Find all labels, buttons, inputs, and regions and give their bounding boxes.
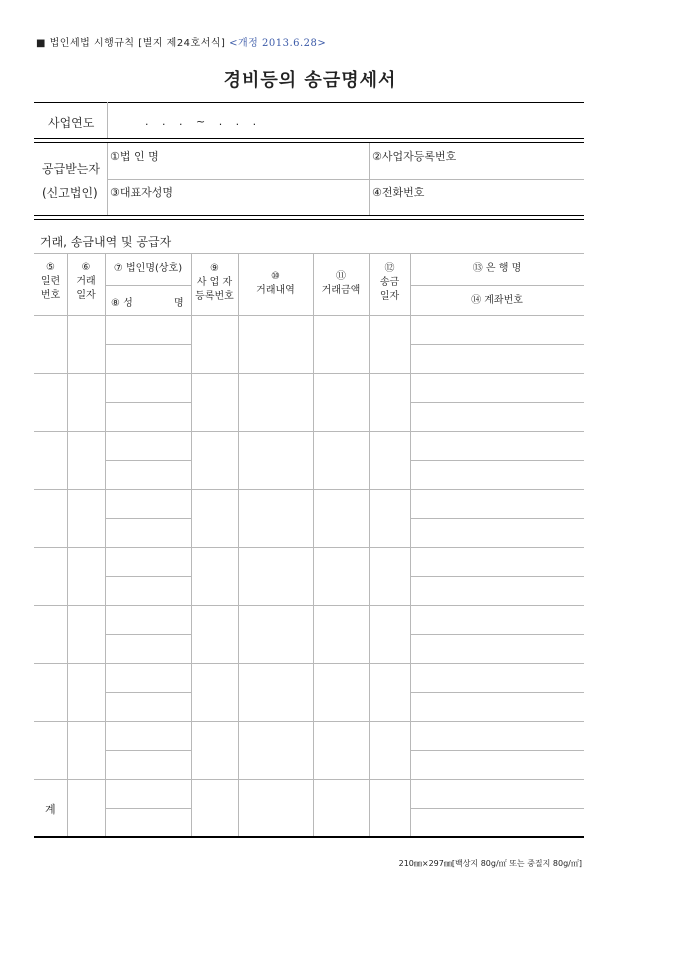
table-subrow [105, 576, 191, 577]
total-label: 계 [45, 803, 56, 816]
table-row [34, 431, 584, 432]
business-year-field[interactable]: . . . ~ . . . [145, 115, 262, 128]
col-line [67, 253, 68, 836]
double-rule [34, 138, 584, 139]
form-reference: ■ 법인세법 시행규칙 [별지 제24호서식] [36, 38, 226, 49]
divider [107, 102, 108, 138]
divider [107, 179, 584, 180]
double-rule [34, 142, 584, 143]
col-line [313, 253, 314, 836]
table-subrow [410, 634, 584, 635]
col-line [191, 253, 192, 836]
col-bank-header: ⑬ 은 행 명 [472, 263, 522, 274]
paper-spec: 210㎜×297㎜[백상지 80g/㎡ 또는 중질지 80g/㎡] [398, 859, 582, 868]
table-subrow [105, 808, 191, 809]
table-subrow [410, 576, 584, 577]
representative-field[interactable]: ③대표자성명 [110, 186, 173, 199]
col-line [105, 253, 106, 836]
col-account-header: ⑭ 계좌번호 [471, 295, 523, 306]
col-trade-detail-header: ⑩ 거래내역 [256, 271, 295, 296]
table-subrow [410, 518, 584, 519]
divider [105, 285, 191, 286]
col-trade-date-header: ⑥ 거래 일자 [76, 262, 96, 301]
table-top-rule [34, 253, 584, 254]
col-line [238, 253, 239, 836]
table-row [34, 779, 584, 780]
double-rule [34, 215, 584, 216]
table-subrow [410, 750, 584, 751]
table-row [34, 373, 584, 374]
recipient-label: 공급받는자 [42, 162, 100, 176]
page-title: 경비등의 송금명세서 [223, 70, 397, 91]
bottom-rule [34, 836, 584, 838]
col-trade-amount-header: ⑪ 거래금액 [321, 271, 361, 296]
revision-date: <개정 2013.6.28> [229, 38, 327, 49]
col-serial-header: ⑤ 일련 번호 [40, 262, 61, 301]
double-rule [34, 219, 584, 220]
col-biz-reg-header: ⑨ 사 업 자 등록번호 [195, 263, 234, 302]
phone-field[interactable]: ④전화번호 [372, 186, 425, 199]
table-subrow [105, 518, 191, 519]
table-row [34, 547, 584, 548]
table-subrow [105, 460, 191, 461]
recipient-label-sub: (신고법인) [42, 186, 98, 200]
table-subrow [410, 460, 584, 461]
table-row [34, 721, 584, 722]
table-row [34, 663, 584, 664]
table-subrow [105, 402, 191, 403]
corp-name-field[interactable]: ①법 인 명 [110, 150, 159, 163]
biz-reg-no-field[interactable]: ②사업자등록번호 [372, 150, 457, 163]
table-header-rule [34, 315, 584, 316]
col-line [410, 253, 411, 836]
table-row [34, 489, 584, 490]
section-title: 거래, 송금내역 및 공급자 [40, 235, 172, 249]
table-subrow [410, 344, 584, 345]
table-subrow [105, 750, 191, 751]
col-name-header-b: 명 [174, 298, 184, 309]
table-subrow [410, 808, 584, 809]
table-subrow [410, 692, 584, 693]
col-line [369, 253, 370, 836]
business-year-label: 사업연도 [48, 116, 95, 130]
form-header [36, 34, 326, 49]
table-subrow [410, 402, 584, 403]
top-rule [34, 102, 584, 103]
table-row [34, 605, 584, 606]
col-remit-date-header: ⑫ 송금 일자 [379, 263, 400, 302]
table-subrow [105, 634, 191, 635]
col-corp-name-header: ⑦ 법인명(상호) [113, 263, 183, 274]
table-subrow [105, 692, 191, 693]
col-name-header: ⑧ 성 [111, 298, 133, 309]
table-subrow [105, 344, 191, 345]
divider [410, 285, 584, 286]
